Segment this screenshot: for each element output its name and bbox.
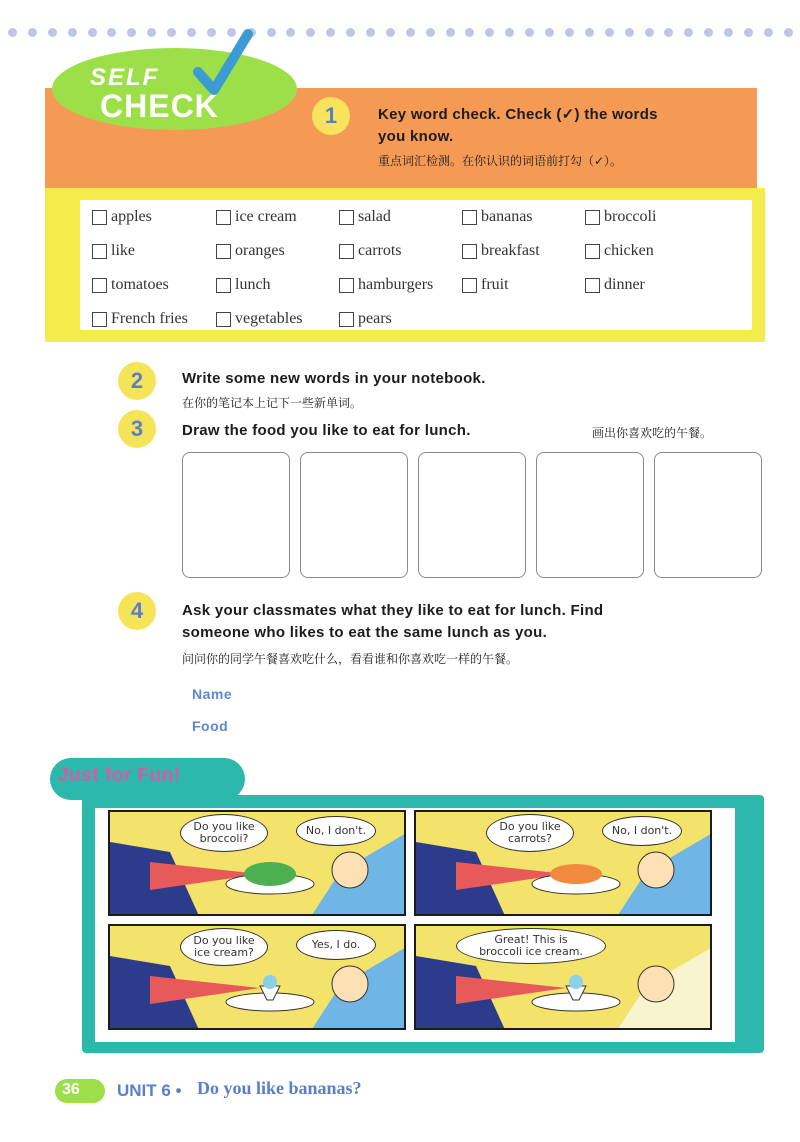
bubble-text: broccoli ice cream.: [479, 945, 583, 958]
section1-instruction-line1: Key word check. Check (✓) the words: [378, 106, 658, 123]
dot: [88, 28, 97, 37]
drawing-box[interactable]: [182, 452, 290, 578]
word-checkbox-item[interactable]: [216, 240, 285, 262]
dot: [724, 28, 733, 37]
checkbox[interactable]: [585, 244, 600, 259]
word-label: hamburgers: [358, 276, 434, 293]
word-label: carrots: [358, 242, 402, 259]
page-number: 36: [62, 1081, 80, 1098]
dot: [406, 28, 415, 37]
dot: [704, 28, 713, 37]
bubble-text: ice cream?: [194, 946, 254, 959]
bubble-text: Do you like: [193, 934, 255, 947]
speech-bubble-question: [180, 814, 268, 852]
word-checkbox-item[interactable]: [216, 274, 271, 296]
question-number-1: 1: [312, 97, 350, 135]
word-label: like: [111, 242, 135, 259]
section2-instruction-zh: 在你的笔记本上记下一些新单词。: [182, 396, 363, 410]
word-label: lunch: [235, 276, 271, 293]
checkbox[interactable]: [339, 312, 354, 327]
checkmark-icon: [192, 28, 254, 108]
word-label: pears: [358, 310, 392, 327]
dot: [167, 28, 176, 37]
word-label: broccoli: [604, 208, 657, 225]
speech-bubble-question: [486, 814, 574, 852]
word-label: apples: [111, 208, 152, 225]
question-number-4: 4: [118, 592, 156, 630]
dot: [446, 28, 455, 37]
word-checkbox-item[interactable]: [339, 308, 392, 330]
checkbox[interactable]: [92, 210, 107, 225]
dot: [585, 28, 594, 37]
section3-instruction: Draw the food you like to eat for lunch.: [182, 422, 471, 439]
unit-title: Do you like bananas?: [197, 1078, 362, 1098]
drawing-box[interactable]: [536, 452, 644, 578]
bubble-text: Do you like: [193, 820, 255, 833]
checkbox[interactable]: [462, 210, 477, 225]
dot: [764, 28, 773, 37]
section3-instruction-zh: 画出你喜欢吃的午餐。: [592, 426, 713, 440]
bubble-text: carrots?: [507, 832, 552, 845]
dot: [386, 28, 395, 37]
checkbox[interactable]: [216, 244, 231, 259]
checkbox[interactable]: [462, 278, 477, 293]
checkbox[interactable]: [216, 278, 231, 293]
dot: [485, 28, 494, 37]
dot: [625, 28, 634, 37]
word-label: tomatoes: [111, 276, 169, 293]
word-label: ice cream: [235, 208, 297, 225]
section1-instruction-line2: you know.: [378, 128, 454, 145]
dot: [784, 28, 793, 37]
dot: [664, 28, 673, 37]
comic-panel-4: [414, 924, 712, 1030]
checkbox[interactable]: [339, 278, 354, 293]
word-label: chicken: [604, 242, 654, 259]
dot: [565, 28, 574, 37]
dot: [8, 28, 17, 37]
word-label: fruit: [481, 276, 509, 293]
word-checkbox-item[interactable]: [92, 308, 188, 330]
badge-self-text: SELF: [90, 64, 160, 91]
dot: [306, 28, 315, 37]
speech-bubble-answer: No, I don't.: [296, 816, 376, 846]
section2-instruction: Write some new words in your notebook.: [182, 370, 486, 387]
word-label: salad: [358, 208, 391, 225]
dot: [127, 28, 136, 37]
section4-instruction-line1: Ask your classmates what they like to eat for lunch. Find: [182, 602, 604, 619]
checkbox[interactable]: [585, 210, 600, 225]
dot: [267, 28, 276, 37]
unit-label: [117, 1081, 182, 1101]
food-label: Food: [192, 718, 229, 734]
checkbox[interactable]: [339, 244, 354, 259]
word-checkbox-item[interactable]: [339, 206, 391, 228]
comic-panel-2: [414, 810, 712, 916]
word-checkbox-item[interactable]: [462, 206, 533, 228]
checkbox[interactable]: [216, 312, 231, 327]
word-checkbox-item[interactable]: [585, 274, 645, 296]
just-for-fun-title: Just for Fun!: [58, 765, 181, 786]
word-checkbox-item[interactable]: [462, 274, 509, 296]
dot: [545, 28, 554, 37]
dot: [286, 28, 295, 37]
word-checkbox-item[interactable]: [216, 308, 303, 330]
self-check-badge: [52, 48, 297, 130]
dot: [605, 28, 614, 37]
dot: [48, 28, 57, 37]
dot: [684, 28, 693, 37]
comic-panel-3: [108, 924, 406, 1030]
dot: [645, 28, 654, 37]
word-checkbox-item[interactable]: [216, 206, 297, 228]
dot: [366, 28, 375, 37]
dot: [68, 28, 77, 37]
section4-instruction-line2: someone who likes to eat the same lunch as you.: [182, 624, 548, 641]
top-dotted-border: [8, 28, 793, 38]
drawing-box[interactable]: [300, 452, 408, 578]
word-checkbox-item[interactable]: [339, 274, 433, 296]
dot: [426, 28, 435, 37]
section1-instruction-zh: 重点词汇检测。在你认识的词语前打勾（✓）。: [378, 154, 623, 168]
word-checkbox-item[interactable]: [92, 274, 169, 296]
word-checkbox-item[interactable]: [92, 240, 135, 262]
dot: [465, 28, 474, 37]
bubble-text: broccoli?: [199, 832, 249, 845]
dot: [744, 28, 753, 37]
speech-bubble-question: [180, 928, 268, 966]
question-number-3: 3: [118, 410, 156, 448]
speech-bubble-answer: No, I don't.: [602, 816, 682, 846]
word-label: dinner: [604, 276, 645, 293]
word-checkbox-item[interactable]: [92, 206, 152, 228]
unit-text: UNIT 6: [117, 1081, 171, 1100]
word-label: breakfast: [481, 242, 540, 259]
badge-check-text: CHECK: [100, 88, 219, 124]
speech-bubble-answer: Yes, I do.: [296, 930, 376, 960]
unit-separator: •: [175, 1081, 182, 1100]
checkbox[interactable]: [92, 244, 107, 259]
word-label: bananas: [481, 208, 533, 225]
word-checkbox-item[interactable]: [462, 240, 540, 262]
speech-bubble-statement: [456, 928, 606, 964]
word-label: oranges: [235, 242, 285, 259]
checkbox[interactable]: [462, 244, 477, 259]
word-checkbox-item[interactable]: [585, 206, 656, 228]
drawing-box[interactable]: [418, 452, 526, 578]
dot: [147, 28, 156, 37]
section4-instruction-zh: 问问你的同学午餐喜欢吃什么，看看谁和你喜欢吃一样的午餐。: [182, 652, 519, 666]
question-number-2: 2: [118, 362, 156, 400]
dot: [346, 28, 355, 37]
drawing-box[interactable]: [654, 452, 762, 578]
checkbox[interactable]: [585, 278, 600, 293]
bubble-text: Do you like: [499, 820, 561, 833]
word-checkbox-item[interactable]: [585, 240, 654, 262]
word-checkbox-item[interactable]: [339, 240, 402, 262]
dot: [326, 28, 335, 37]
checkbox[interactable]: [92, 278, 107, 293]
word-label: vegetables: [235, 310, 303, 327]
dot: [28, 28, 37, 37]
word-label: French fries: [111, 310, 188, 327]
checkbox[interactable]: [216, 210, 231, 225]
comic-panel-1: [108, 810, 406, 916]
checkbox[interactable]: [339, 210, 354, 225]
dot: [505, 28, 514, 37]
checkbox[interactable]: [92, 312, 107, 327]
dot: [525, 28, 534, 37]
name-label: Name: [192, 686, 233, 702]
bubble-text: Great! This is: [494, 933, 568, 946]
dot: [107, 28, 116, 37]
